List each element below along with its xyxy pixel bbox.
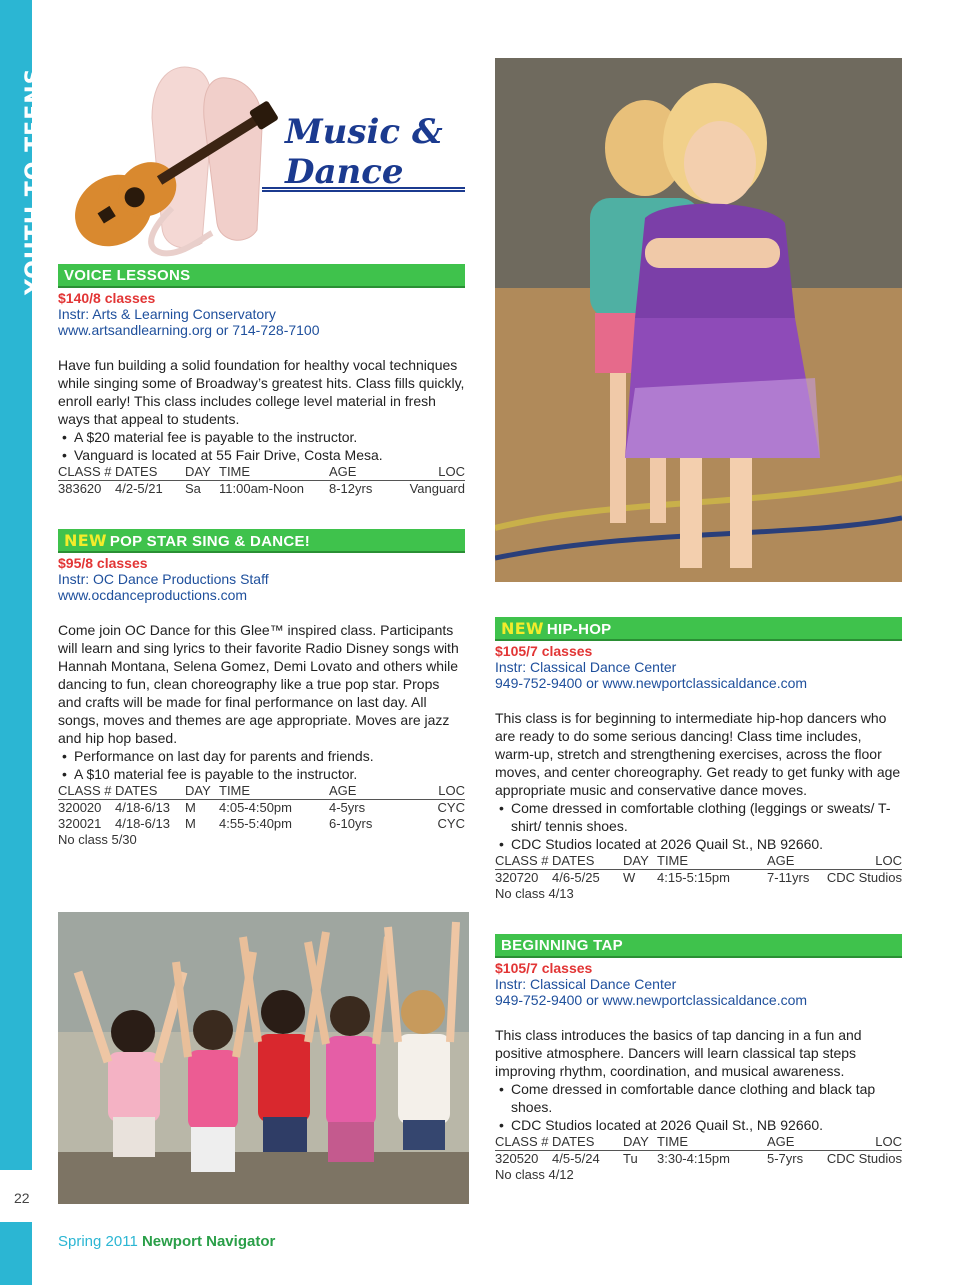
dancing-girl-photo	[495, 58, 902, 582]
cell-time: 11:00am-Noon	[219, 481, 305, 496]
col-class: CLASS #	[495, 853, 552, 870]
schedule-header-row	[58, 464, 465, 481]
instructor: Instr: Arts & Learning Conservatory	[58, 306, 276, 322]
schedule-note: No class 5/30	[58, 832, 137, 847]
contact-link[interactable]: 949-752-9400 or www.newportclassicaldance.com	[495, 992, 808, 1008]
col-time: TIME	[657, 1134, 767, 1151]
schedule-table	[495, 1134, 902, 1167]
footer	[58, 1233, 275, 1250]
page-title	[285, 112, 443, 192]
col-dates: DATES	[115, 464, 185, 481]
col-age: AGE	[767, 853, 819, 870]
section-heading-text: HIP-HOP	[546, 621, 612, 638]
cell-class: 320020	[58, 800, 102, 815]
contact-link[interactable]: www.ocdanceproductions.com	[58, 587, 248, 603]
cell-dates: 4/2-5/21	[115, 481, 163, 496]
section-heading: BEGINNING TAP	[495, 934, 902, 958]
col-age: AGE	[329, 464, 399, 481]
cell-day: Sa	[185, 481, 201, 496]
col-time: TIME	[219, 783, 329, 800]
bullet-item: • Come dressed in comfortable clothing (leggings or sweats/ T-shirt/ tennis shoes.	[495, 799, 902, 835]
new-badge: NEW	[501, 619, 544, 638]
col-loc: LOC	[399, 783, 465, 800]
schedule-note: No class 4/13	[495, 886, 574, 901]
price: $105/7 classes	[495, 960, 593, 976]
cell-dates: 4/18-6/13	[115, 816, 170, 831]
pop-star-section	[58, 529, 465, 848]
cell-loc: CDC Studios	[826, 870, 902, 885]
table-row	[495, 870, 902, 887]
cell-time: 4:55-5:40pm	[219, 816, 292, 831]
table-row	[495, 1151, 902, 1168]
cell-age: 5-7yrs	[767, 1151, 804, 1166]
contact-link[interactable]: 949-752-9400 or www.newportclassicaldance.com	[495, 675, 808, 691]
cell-loc: Vanguard	[409, 481, 465, 496]
bullet-item: • A $20 material fee is payable to the instructor.	[58, 428, 465, 446]
col-dates: DATES	[552, 853, 623, 870]
beginning-tap-section	[495, 934, 902, 1183]
cell-time: 3:30-4:15pm	[657, 1151, 730, 1166]
footer-season: Spring 2011	[58, 1233, 138, 1250]
instructor: Instr: OC Dance Productions Staff	[58, 571, 269, 587]
col-day: DAY	[623, 853, 657, 870]
bullet-item: • Come dressed in comfortable dance clothing and black tap shoes.	[495, 1080, 902, 1116]
col-age: AGE	[767, 1134, 819, 1151]
col-class: CLASS #	[495, 1134, 552, 1151]
col-dates: DATES	[115, 783, 185, 800]
cell-loc: CDC Studios	[826, 1151, 902, 1166]
cell-dates: 4/18-6/13	[115, 800, 170, 815]
schedule-header-row	[495, 1134, 902, 1151]
col-dates: DATES	[552, 1134, 623, 1151]
schedule-header-row	[495, 853, 902, 870]
section-heading	[495, 617, 902, 641]
section-heading-text: POP STAR SING & DANCE!	[109, 533, 311, 550]
sidebar-band-bottom	[0, 1222, 32, 1285]
col-day: DAY	[185, 464, 219, 481]
cell-age: 8-12yrs	[329, 481, 373, 496]
cell-loc: CYC	[437, 800, 465, 815]
cell-age: 4-5yrs	[329, 800, 366, 815]
bullet-item: • CDC Studios located at 2026 Quail St., NB 92660.	[495, 1116, 902, 1134]
guitar-and-ballet-shoes-illustration	[52, 58, 282, 258]
bullet-item: • CDC Studios located at 2026 Quail St., NB 92660.	[495, 835, 902, 853]
description: Come join OC Dance for this Glee™ inspired class. Participants will learn and sing lyrics to their favorite Radio Disney songs with Hannah Montana, Selena Gomez, Demi Lovato and others while dancing to fun, clean choreography like a true pop star. Props and crafts will be made for final performance on last day. All songs, moves and themes are age appropriate. Moves are jazz and hip hop based.	[58, 622, 459, 746]
instructor: Instr: Classical Dance Center	[495, 976, 677, 992]
cell-age: 7-11yrs	[767, 870, 810, 885]
col-class: CLASS #	[58, 783, 115, 800]
title-divider	[262, 187, 465, 192]
col-time: TIME	[657, 853, 767, 870]
col-day: DAY	[623, 1134, 657, 1151]
col-age: AGE	[329, 783, 399, 800]
cell-day: W	[623, 870, 636, 885]
new-badge: NEW	[64, 531, 107, 550]
col-class: CLASS #	[58, 464, 115, 481]
cell-class: 320520	[495, 1151, 539, 1166]
cell-day: M	[185, 816, 196, 831]
cell-class: 320720	[495, 870, 539, 885]
cell-dates: 4/6-5/25	[552, 870, 600, 885]
schedule-table	[58, 464, 465, 497]
col-time: TIME	[219, 464, 329, 481]
voice-lessons-section	[58, 264, 465, 497]
table-row	[58, 816, 465, 832]
bullet-item: • Performance on last day for parents and friends.	[58, 747, 465, 765]
price: $105/7 classes	[495, 643, 593, 659]
col-loc: LOC	[819, 1134, 902, 1151]
cell-day: Tu	[623, 1151, 638, 1166]
contact-link[interactable]: www.artsandlearning.org or 714-728-7100	[58, 322, 320, 338]
table-row	[58, 481, 465, 498]
price: $140/8 classes	[58, 290, 156, 306]
instructor: Instr: Classical Dance Center	[495, 659, 677, 675]
col-loc: LOC	[819, 853, 902, 870]
hip-hop-section	[495, 617, 902, 902]
schedule-header-row	[58, 783, 465, 800]
schedule-table	[58, 783, 465, 832]
schedule-note: No class 4/12	[495, 1167, 574, 1182]
section-heading: VOICE LESSONS	[58, 264, 465, 288]
table-row	[58, 800, 465, 817]
bullet-item: • A $10 material fee is payable to the instructor.	[58, 765, 465, 783]
cell-dates: 4/5-5/24	[552, 1151, 600, 1166]
cell-day: M	[185, 800, 196, 815]
description: Have fun building a solid foundation for healthy vocal techniques while singing some of Broadway’s greatest hits. Class fills quickly, enroll early! This class includes college level material in fresh ways that appeal to students.	[58, 357, 465, 427]
price: $95/8 classes	[58, 555, 148, 571]
cell-time: 4:15-5:15pm	[657, 870, 730, 885]
col-day: DAY	[185, 783, 219, 800]
section-heading	[58, 529, 465, 553]
page-title-line2: Dance	[285, 152, 404, 192]
page-title-line1: Music &	[285, 112, 443, 152]
cell-age: 6-10yrs	[329, 816, 373, 831]
cell-loc: CYC	[437, 816, 465, 831]
group-dancers-photo	[58, 912, 469, 1204]
description: This class introduces the basics of tap dancing in a fun and positive atmosphere. Dancers will learn classical tap steps improving rhythm, coordination, and musical awareness.	[495, 1027, 862, 1079]
col-loc: LOC	[399, 464, 465, 481]
bullet-item: • Vanguard is located at 55 Fair Drive, Costa Mesa.	[58, 446, 465, 464]
cell-class: 383620	[58, 481, 102, 496]
cell-time: 4:05-4:50pm	[219, 800, 292, 815]
schedule-table	[495, 853, 902, 886]
footer-publication: Newport Navigator	[141, 1233, 276, 1250]
section-label: YOUTH TO TEENS	[22, 67, 47, 295]
description: This class is for beginning to intermediate hip-hop dancers who are ready to do some serious dancing! Class time includes, warm-up, stretch and strengthening exercises, across the floor moves, and center choreography. Get ready to get funky with age appropriate music and conservative dance moves.	[495, 710, 901, 798]
page-number: 22	[14, 1190, 30, 1206]
cell-class: 320021	[58, 816, 102, 831]
